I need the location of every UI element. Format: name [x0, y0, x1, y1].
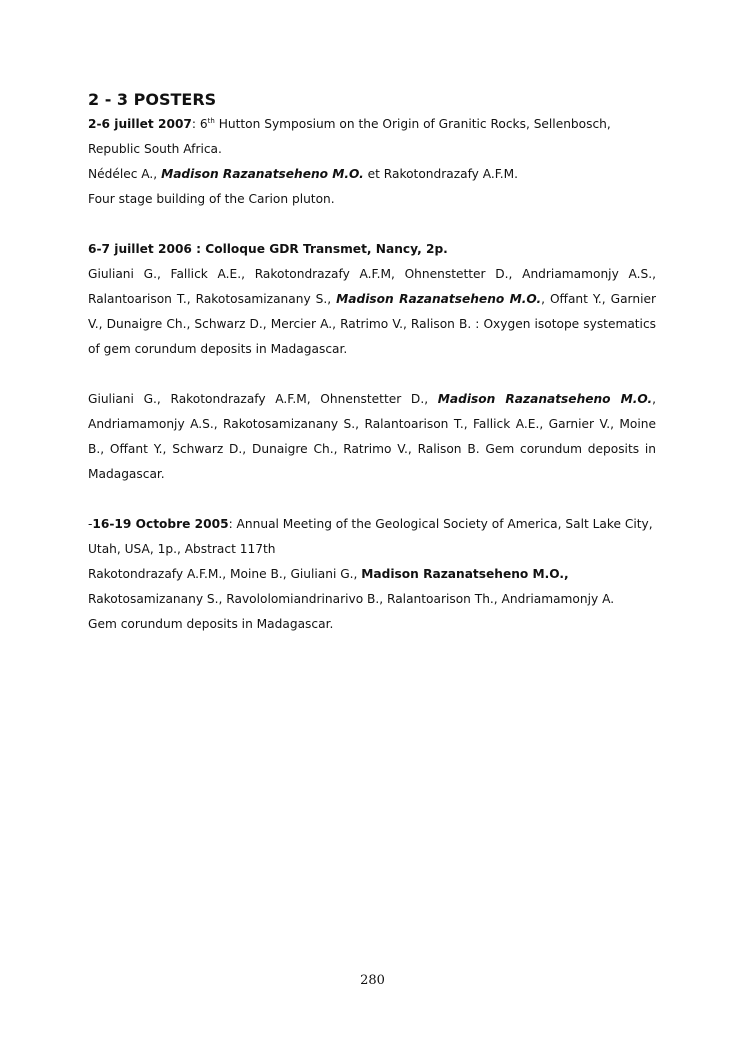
highlighted-author: Madison Razanatseheno M.O. [336, 292, 542, 306]
citation-before: Giuliani G., Rakotondrazafy A.F.M, Ohnenstetter D., [88, 392, 438, 406]
event-text: : Annual Meeting of the Geological Society of America, Salt Lake City, [228, 517, 653, 531]
event-line [88, 112, 656, 137]
event-line-2: Republic South Africa. [88, 142, 222, 156]
authors-line [88, 562, 656, 587]
highlighted-author: Madison Razanatseheno M.O. [161, 167, 364, 181]
event-heading-text: 6-7 juillet 2006 : Colloque GDR Transmet, Nancy, 2p. [88, 242, 448, 256]
event-date: 2-6 juillet 2007 [88, 117, 192, 131]
authors-line-2: Rakotosamizanany S., Ravololomiandrinarivo B., Ralantoarison Th., Andriamamonjy A. [88, 592, 615, 606]
event-date: 16-19 Octobre 2005 [92, 517, 229, 531]
spacer [88, 212, 656, 237]
section-heading: 2 - 3 POSTERS [88, 90, 217, 109]
dash: - [88, 517, 93, 531]
page-content [88, 88, 656, 637]
poster-entry-2007 [88, 112, 656, 212]
poster-entry-2006-b [88, 387, 656, 487]
citation-after: , Offant Y., Garnier V., Dunaigre Ch., Schwarz D., Mercier A., Ratrimo V., Ralison B. : Oxygen isotope systematics of gem corundum deposits in Madagascar. [88, 292, 656, 356]
citation-after: , Andriamamonjy A.S., Rakotosamizanany S., Ralantoarison T., Fallick A.E., Garnier V., Moine B., Offant Y., Schwarz D., Dunaigre Ch., Ratrimo V., Ralison B. Gem corundum deposits in Madagascar. [88, 392, 656, 481]
event-line [88, 512, 656, 537]
event-heading [88, 237, 656, 262]
citation-paragraph [88, 387, 656, 487]
spacer [88, 487, 656, 512]
poster-title: Four stage building of the Carion pluton. [88, 192, 335, 206]
event-text: Hutton Symposium on the Origin of Granitic Rocks, Sellenbosch, [214, 117, 611, 131]
authors-before: Rakotondrazafy A.F.M., Moine B., Giuliani G., [88, 567, 362, 581]
poster-entry-2005 [88, 512, 656, 637]
citation-paragraph [88, 262, 656, 362]
spacer [88, 362, 656, 387]
highlighted-author: Madison Razanatseheno M.O., [361, 567, 569, 581]
citation-before: Giuliani G., Fallick A.E., Rakotondrazafy A.F.M, Ohnenstetter D., Andriamamonjy A.S., Ralantoarison T., Rakotosamizanany S., [88, 267, 656, 306]
event-line-2: Utah, USA, 1p., Abstract 117th [88, 542, 276, 556]
authors-line [88, 162, 656, 187]
authors-before: Nédélec A., [88, 167, 162, 181]
authors-after: et Rakotondrazafy A.F.M. [363, 167, 519, 181]
highlighted-author: Madison Razanatseheno M.O. [437, 392, 653, 406]
event-text-prefix: : 6 [191, 117, 208, 131]
poster-title: Gem corundum deposits in Madagascar. [88, 617, 334, 631]
page-number: 280 [360, 973, 385, 988]
poster-entry-2006 [88, 237, 656, 362]
ordinal-suffix: th [207, 117, 215, 125]
